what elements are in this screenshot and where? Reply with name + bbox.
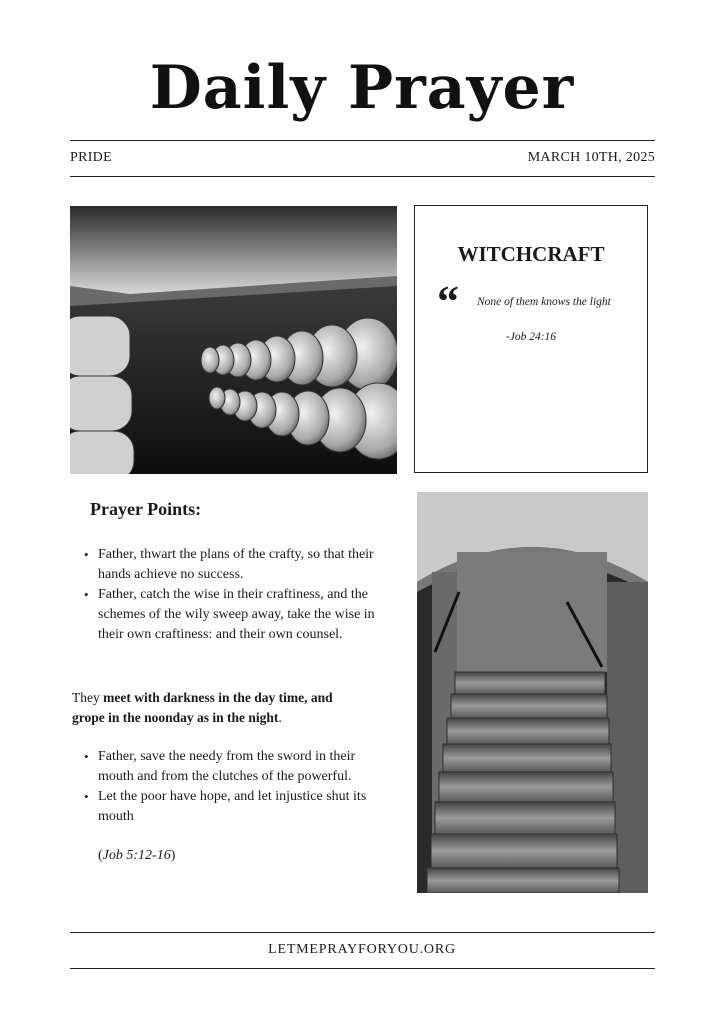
list-item: • Father, save the needy from the sword in their mouth and from the clutches of the powerful. (82, 747, 382, 787)
quote-text: None of them knows the light (477, 296, 611, 308)
scripture-reference (98, 848, 175, 864)
quote-reference: -Job 24:16 (505, 331, 557, 343)
quote-mark-icon: “ (437, 277, 459, 326)
header-bottom-rule (70, 176, 655, 177)
reference-text: Job 5:12-16 (102, 848, 171, 863)
prayer-list-2 (82, 747, 382, 827)
prayer-points-heading: Prayer Points: (90, 499, 202, 519)
list-item: • Let the poor have hope, and let injustice shut its mouth (82, 787, 382, 827)
barrels-photo (70, 206, 397, 474)
reference-open: ( (98, 848, 103, 863)
footer-top-rule (70, 932, 655, 933)
footer-bottom-rule (70, 968, 655, 969)
scripture-paragraph (72, 688, 362, 728)
reference-close: ) (170, 848, 176, 863)
page-title: Daily Prayer (149, 53, 575, 123)
staircase-photo (417, 492, 648, 893)
paragraph-prefix: They (72, 690, 104, 705)
header-top-rule (70, 140, 655, 141)
prayer-list-1 (82, 545, 382, 645)
list-item: • Father, catch the wise in their craftiness, and the schemes of the wily sweep away, take the wise in their own craftiness: and their own counsel. (82, 585, 382, 645)
quote-box-title: WITCHCRAFT (457, 242, 605, 266)
footer-website[interactable]: LETMEPRAYFORYOU.ORG (268, 942, 456, 957)
quote-box (414, 205, 648, 473)
header-date: MARCH 10TH, 2025 (527, 150, 655, 165)
paragraph-bold: meet with darkness in the day time, and grope in the noonday as in the night (72, 690, 333, 725)
paragraph-suffix: . (278, 710, 282, 725)
list-item: • Father, thwart the plans of the crafty, so that their hands achieve no success. (82, 545, 382, 585)
header-topic: PRIDE (70, 150, 112, 165)
